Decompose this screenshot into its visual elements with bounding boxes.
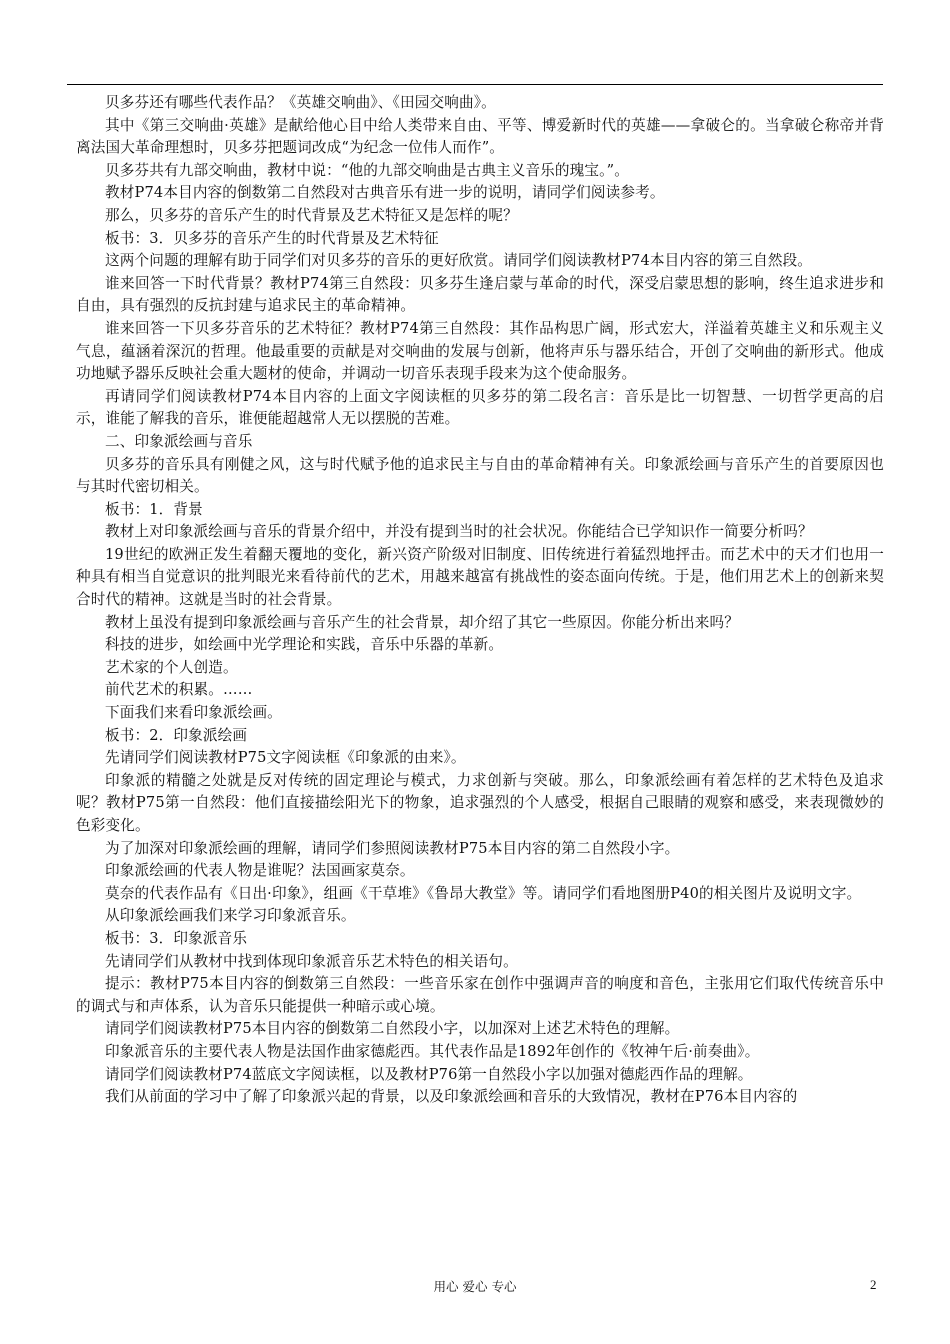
paragraph: 板书：2．印象派绘画 bbox=[105, 726, 248, 744]
paragraph: 教材上虽没有提到印象派绘画与音乐产生的社会背景，却介绍了其它一些原因。你能分析出来吗？ bbox=[105, 613, 739, 631]
paragraph: 这两个问题的理解有助于同学们对贝多芬的音乐的更好欣赏。请同学们阅读教材P74本目内容的第三自然段。 bbox=[105, 252, 813, 270]
header-rule bbox=[67, 84, 883, 85]
footer-motto: 用心 爱心 专心 bbox=[433, 1279, 517, 1294]
section-heading: 二、印象派绘画与音乐 bbox=[105, 432, 253, 450]
paragraph: 板书：1．背景 bbox=[105, 500, 203, 518]
paragraph: 请同学们阅读教材P74蓝底文字阅读框，以及教材P76第一自然段小字以加强对德彪西作品的理解。 bbox=[105, 1065, 753, 1083]
paragraph: 谁来回答一下贝多芬音乐的艺术特征？教材P74第三自然段：其作品构思广阔，形式宏大，洋溢着英雄主义和乐观主义气息，蕴涵着深沉的哲理。他最重要的贡献是对交响曲的发展与创新，他将声乐与器乐结合，开创了交响曲的新形式。他成功地赋予器乐反映社会重大题材的使命，并调动一切音乐表现手段来为这个使命服务。 bbox=[76, 319, 884, 383]
paragraph: 科技的进步，如绘画中光学理论和实践，音乐中乐器的革新。 bbox=[105, 636, 504, 654]
paragraph: 先请同学们从教材中找到体现印象派音乐艺术特色的相关语句。 bbox=[105, 952, 518, 970]
paragraph: 前代艺术的积累。…… bbox=[105, 681, 253, 699]
paragraph: 请同学们阅读教材P75本目内容的倒数第二自然段小字，以加深对上述艺术特色的理解。 bbox=[105, 1020, 680, 1038]
paragraph: 为了加深对印象派绘画的理解，请同学们参照阅读教材P75本目内容的第二自然段小字。 bbox=[105, 839, 680, 857]
page-number: 2 bbox=[870, 1277, 877, 1292]
paragraph: 19世纪的欧洲正发生着翻天覆地的变化，新兴资产阶级对旧制度、旧传统进行着猛烈地抨击。而艺术中的天才们也用一种具有相当自觉意识的批判眼光来看待前代的艺术，用越来越富有挑战性的姿态面向传统。于是，他们用艺术上的创新来契合时代的精神。这就是当时的社会背景。 bbox=[76, 545, 884, 609]
paragraph: 谁来回答一下时代背景？教材P74第三自然段：贝多芬生逢启蒙与革命的时代，深受启蒙思想的影响，终生追求进步和自由，具有强烈的反抗封建与追求民主的革命精神。 bbox=[76, 274, 884, 315]
paragraph: 贝多芬共有九部交响曲，教材中说：“他的九部交响曲是古典主义音乐的瑰宝。”。 bbox=[105, 161, 629, 179]
paragraph: 板书：3．印象派音乐 bbox=[105, 929, 248, 947]
paragraph: 莫奈的代表作品有《日出·印象》，组画《干草堆》《鲁昂大教堂》等。请同学们看地图册P40的相关图片及说明文字。 bbox=[105, 884, 862, 902]
paragraph: 教材P74本目内容的倒数第二自然段对古典音乐有进一步的说明，请同学们阅读参考。 bbox=[105, 184, 665, 202]
paragraph: 提示：教材P75本目内容的倒数第三自然段：一些音乐家在创作中强调声音的响度和音色，主张用它们取代传统音乐中的调式与和声体系，认为音乐只能提供一种暗示或心境。 bbox=[76, 975, 884, 1015]
paragraph: 先请同学们阅读教材P75文字阅读框《印象派的由来》。 bbox=[105, 749, 466, 767]
paragraph: 印象派的精髓之处就是反对传统的固定理论与模式，力求创新与突破。那么，印象派绘画有着怎样的艺术特色及追求呢？教材P75第一自然段：他们直接描绘阳光下的物象，追求强烈的个人感受，根据自己眼睛的观察和感受，来表现微妙的色彩变化。 bbox=[76, 771, 884, 834]
paragraph: 从印象派绘画我们来学习印象派音乐。 bbox=[105, 907, 356, 925]
paragraph: 艺术家的个人创造。 bbox=[105, 658, 238, 676]
paragraph: 其中《第三交响曲·英雄》是献给他心目中给人类带来自由、平等、博爱新时代的英雄——拿破仑的。当拿破仑称帝并背离法国大革命理想时，贝多芬把题词改成“为纪念一位伟人而作”。 bbox=[76, 116, 884, 157]
paragraph: 下面我们来看印象派绘画。 bbox=[105, 704, 282, 722]
paragraph: 教材上对印象派绘画与音乐的背景介绍中，并没有提到当时的社会状况。你能结合已学知识作一简要分析吗？ bbox=[105, 523, 813, 541]
paragraph: 印象派绘画的代表人物是谁呢？法国画家莫奈。 bbox=[105, 862, 415, 880]
paragraph: 板书：3．贝多芬的音乐产生的时代背景及艺术特征 bbox=[105, 229, 439, 247]
paragraph: 贝多芬的音乐具有刚健之风，这与时代赋予他的追求民主与自由的革命精神有关。印象派绘画与音乐产生的首要原因也与其时代密切相关。 bbox=[76, 455, 884, 496]
paragraph: 那么，贝多芬的音乐产生的时代背景及艺术特征又是怎样的呢？ bbox=[105, 206, 518, 224]
paragraph: 贝多芬还有哪些代表作品？《英雄交响曲》、《田园交响曲》。 bbox=[105, 94, 496, 111]
paragraph: 我们从前面的学习中了解了印象派兴起的背景，以及印象派绘画和音乐的大致情况，教材在P76本目内容的 bbox=[105, 1088, 798, 1106]
body-text bbox=[76, 92, 884, 1109]
paragraph: 印象派音乐的主要代表人物是法国作曲家德彪西。其代表作品是1892年创作的《牧神午后·前奏曲》。 bbox=[105, 1042, 760, 1060]
paragraph: 再请同学们阅读教材P74本目内容的上面文字阅读框的贝多芬的第二段名言：音乐是比一切智慧、一切哲学更高的启示，谁能了解我的音乐，谁便能超越常人无以摆脱的苦难。 bbox=[76, 387, 884, 428]
